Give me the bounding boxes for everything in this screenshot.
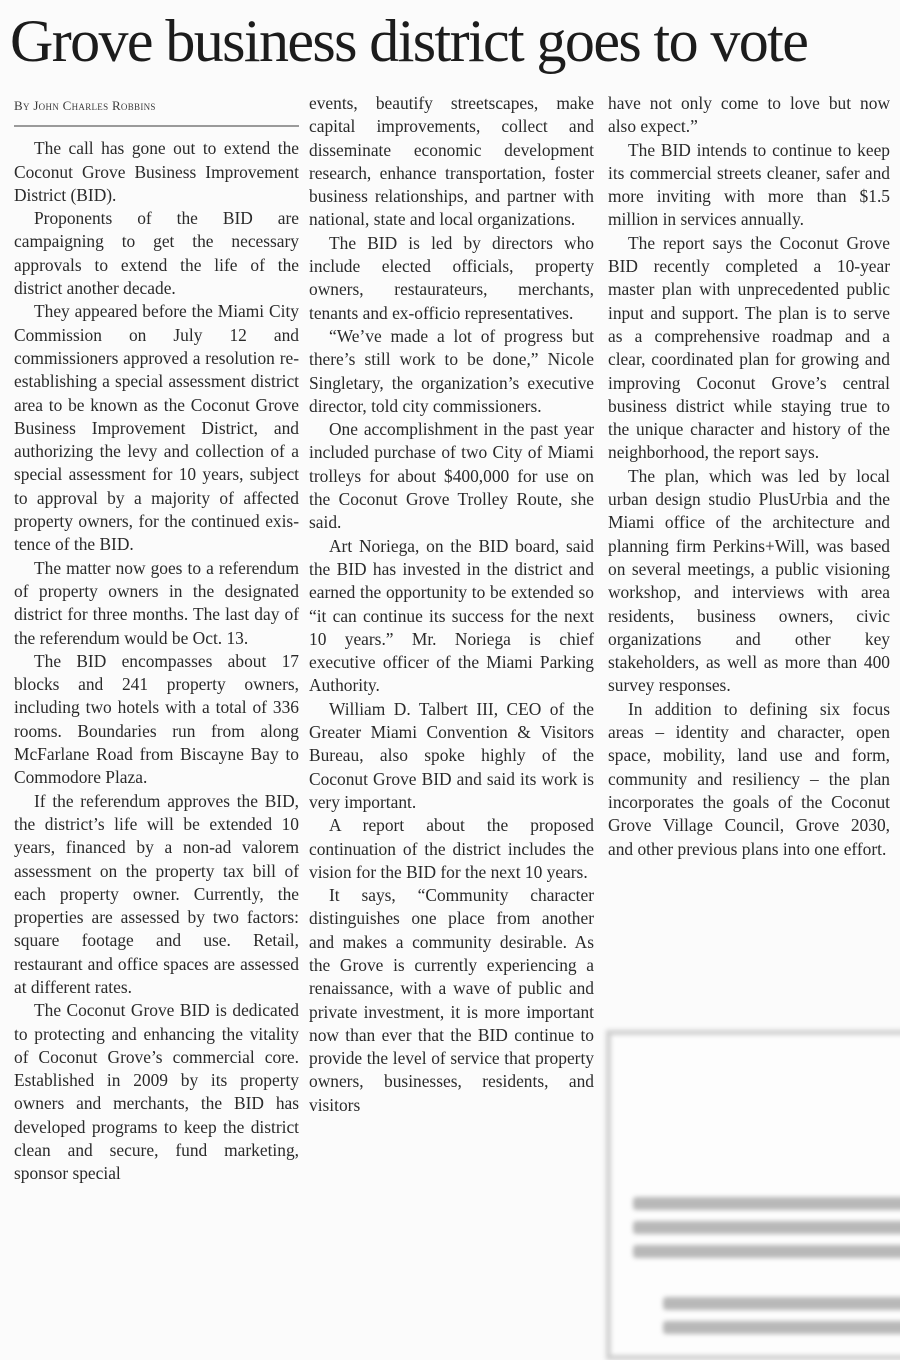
paragraph: The call has gone out to extend the Coconut Grove Business Improvement District (BID). xyxy=(14,138,299,205)
paragraph: The Coconut Grove BID is dedicated to protecting and enhancing the vitality of Coconut Grove’s commercial core. Established in 2009 by its property owners and merchants, the BID has developed programs to keep the district clean and secure, fund marketing, sponsor special xyxy=(14,1000,299,1184)
paragraph: The plan, which was led by local urban design studio PlusUrbia and the Miami office of the architecture and planning firm Perkins+Will, was based on several meetings, a public visioning workshop, and interviews with area residents, business owners, civic organizations and other key stakeholders, as well as more than 400 survey responses. xyxy=(608,465,890,696)
blurred-text-line xyxy=(633,1221,900,1234)
article-column-1 xyxy=(14,92,299,1186)
paragraph-continued: events, beautify streetscapes, make capital improvements, collect and disseminate economic development research, enhance transportation, foster business relationships, and partner with national, state and local organizations. xyxy=(309,93,594,230)
blurred-public-notice-box xyxy=(606,1030,900,1360)
blurred-text-line xyxy=(633,1197,900,1210)
paragraph: The BID encompasses about 17 blocks and 241 property owners, including two hotels with a total of 336 rooms. Boundaries run from along McFarlane Road from Biscayne Bay to Commodore Plaza. xyxy=(14,650,299,788)
article-column-2 xyxy=(309,92,594,1117)
paragraph: A report about the proposed continuation of the district includes the vision for the BID for the next 10 years. xyxy=(309,815,594,882)
blurred-text-line xyxy=(663,1321,900,1334)
paragraph: William D. Talbert III, CEO of the Greater Miami Convention & Visitors Bureau, also spoke highly of the Coconut Grove BID and said its work is very important. xyxy=(309,698,594,812)
headline: Grove business district goes to vote xyxy=(10,8,808,74)
paragraph: The report says the Coconut Grove BID recently completed a 10-year master plan with unprecedented public input and support. The plan is to serve as a comprehensive roadmap and a clear, coordinated plan for growing and improving Coconut Grove’s central business district while staying true to the unique character and history of the neighborhood, the report says. xyxy=(608,232,890,463)
paragraph: One accomplishment in the past year included purchase of two City of Miami trolleys for about $400,000 for use on the Coconut Grove Trolley Route, she said. xyxy=(309,419,594,533)
blurred-text-line xyxy=(663,1297,900,1310)
paragraph: The BID intends to continue to keep its commercial streets cleaner, safer and more inviting with more than $1.5 million in services annually. xyxy=(608,139,890,230)
paragraph: It says, “Community character distinguishes one place from another and makes a community desirable. As the Grove is currently experiencing a renaissance, with a wave of public and private investment, it is more important now than ever that the BID continue to provide the level of service that property owners, businesses, residents, and visitors xyxy=(309,885,594,1115)
paragraph: The matter now goes to a referendum of property owners in the designated district for three months. The last day of the referendum would be Oct. 13. xyxy=(14,557,299,648)
blurred-text-line xyxy=(633,1245,900,1258)
paragraph-continued: have not only come to love but now also expect.” xyxy=(608,93,890,137)
paragraph: Art Noriega, on the BID board, said the BID has invested in the district and earned the opportunity to be extended so “it can continue its success for the next 10 years.” Mr. Noriega is chief executive officer of the Miami Parking Authority. xyxy=(309,535,594,696)
paragraph: “We’ve made a lot of progress but there’s still work to be done,” Nicole Singletary, the organization’s executive director, told city commissioners. xyxy=(309,325,594,416)
paragraph: The BID is led by directors who include elected officials, property owners, restaurateurs, merchants, tenants and ex-officio representatives. xyxy=(309,232,594,323)
paragraph: In addition to defining six focus areas – identity and character, open space, mobility, land use and form, community and resiliency – the plan incorporates the goals of the Coconut Grove Village Council, Grove 2030, and other previous plans into one effort. xyxy=(608,698,890,859)
paragraph: They appeared before the Miami City Commission on July 12 and commissioners approved a resolution re-establishing a special assessment district area to be known as the Coconut Grove Business Improvement District, and authorizing the levy and collection of a special assessment for 10 years, subject to approval by a majority of affected property owners, for the continued existence of the BID. xyxy=(14,301,299,555)
byline: By John Charles Robbins xyxy=(14,92,299,127)
paragraph: If the referendum approves the BID, the district’s life will be extended 10 years, financed by a non-ad valorem assessment on the property tax bill of each property owner. Currently, the properties are assessed by two factors: square footage and use. Retail, restaurant and office spaces are assessed at different rates. xyxy=(14,790,299,997)
article-column-3 xyxy=(608,92,890,861)
paragraph: Proponents of the BID are campaigning to get the necessary approvals to extend the life of the district another decade. xyxy=(14,208,299,299)
